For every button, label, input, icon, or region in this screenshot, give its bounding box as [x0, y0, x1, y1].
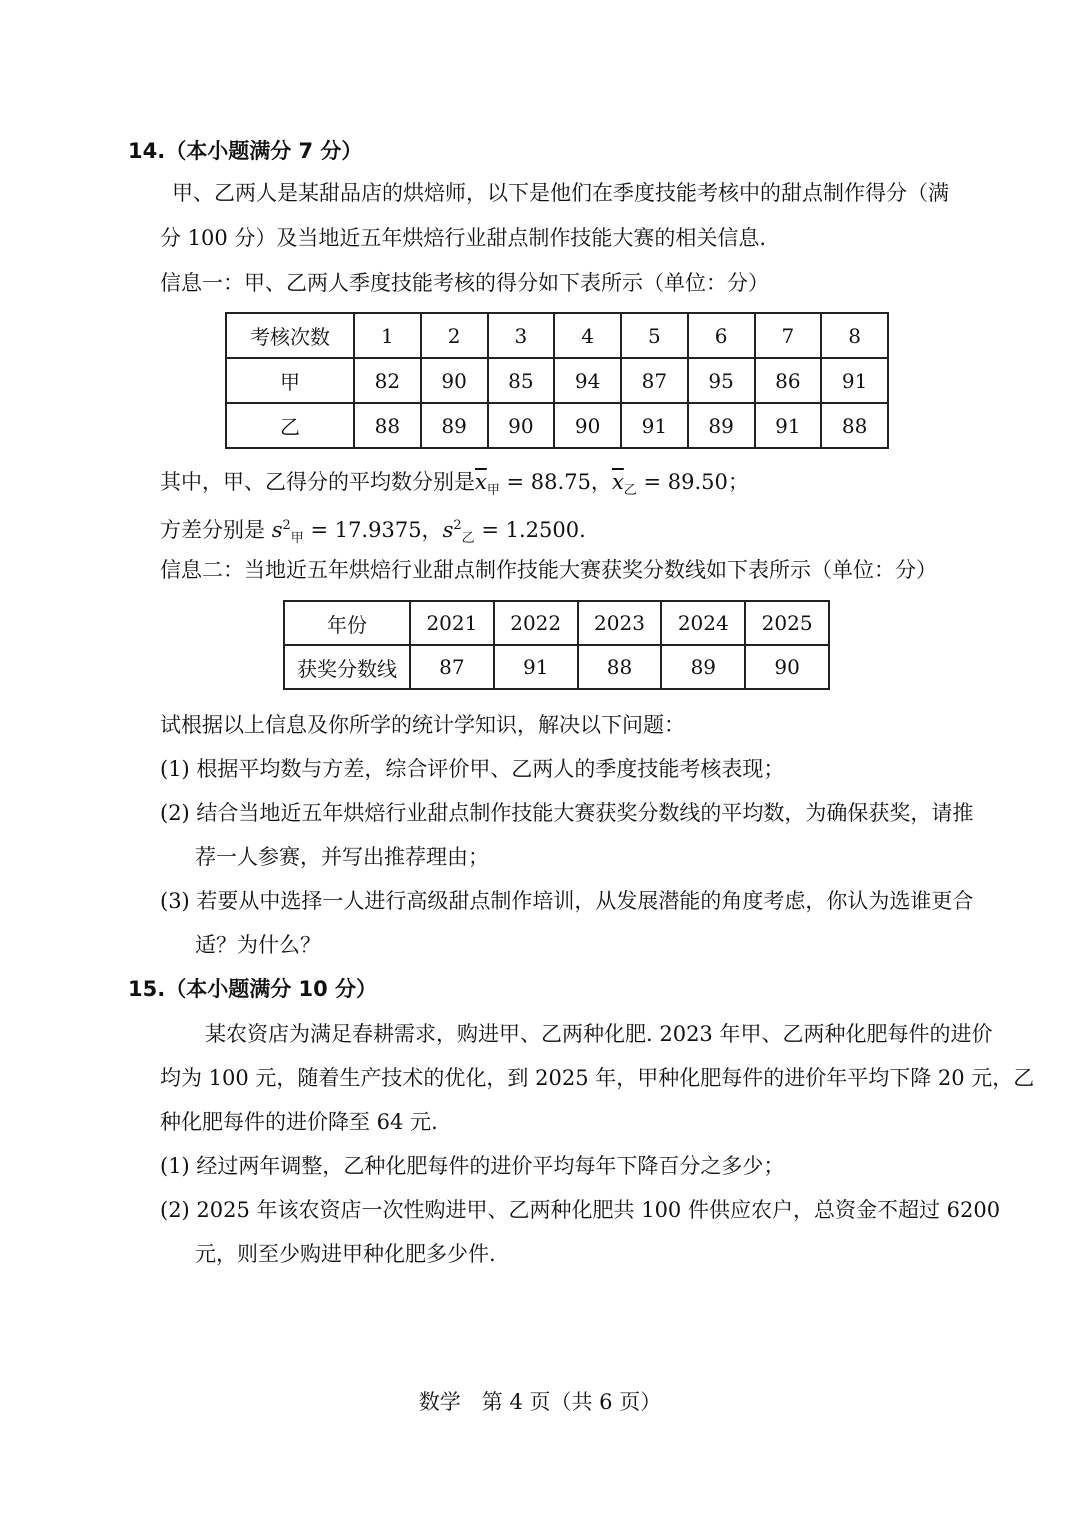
table-cell: 7: [755, 313, 822, 358]
q15-intro-line2: 均为 100 元，随着生产技术的优化，到 2025 年，甲种化肥每件的进价年平均下降 20 元，乙: [160, 1066, 1035, 1090]
table-cell: 91: [755, 403, 822, 448]
variance-statement: [160, 511, 586, 554]
table-cell: 85: [488, 358, 555, 403]
table-cell: 2024: [661, 601, 745, 645]
table-cell: 90: [554, 403, 621, 448]
score-table-header-row: [226, 313, 888, 358]
table-cell: 1: [354, 313, 421, 358]
table-cell: 89: [421, 403, 488, 448]
table-cell: 87: [621, 358, 688, 403]
var-yi-value: = 1.2500.: [474, 518, 586, 542]
q14-part3-line1: (3) 若要从中选择一人进行高级甜点制作培训，从发展潜能的角度考虑，你认为选谁更合: [160, 889, 974, 913]
table-cell: 91: [494, 645, 578, 689]
var-prefix: 方差分别是: [160, 518, 272, 542]
table-cell: 90: [421, 358, 488, 403]
q15-intro-line1: 某农资店为满足春耕需求，购进甲、乙两种化肥. 2023 年甲、乙两种化肥每件的进价: [205, 1022, 993, 1046]
q14-header: 14.（本小题满分 7 分）: [128, 139, 363, 163]
sub-yi: 乙: [461, 531, 475, 547]
mean-prefix: 其中，甲、乙得分的平均数分别是: [160, 470, 475, 494]
sub-jia: 甲: [290, 531, 304, 547]
table-cell: 乙: [226, 403, 354, 448]
table-cell: 2: [421, 313, 488, 358]
table-cell: 91: [621, 403, 688, 448]
table-cell: 考核次数: [226, 313, 354, 358]
table-cell: 88: [578, 645, 662, 689]
q14-part2-line2: 荐一人参赛，并写出推荐理由；: [195, 845, 489, 869]
table-cell: 89: [688, 403, 755, 448]
table-cell: 2025: [745, 601, 829, 645]
q14-part3-line2: 适？为什么？: [195, 933, 321, 957]
q14-info1-title: 信息一：甲、乙两人季度技能考核的得分如下表所示（单位：分）: [160, 271, 769, 295]
table-cell: 4: [554, 313, 621, 358]
var-s-symbol: s: [271, 518, 283, 542]
mean-x-symbol: $\overline{x}$: [611, 470, 624, 494]
q15-header: 15.（本小题满分 10 分）: [128, 977, 378, 1001]
var-sup: 2: [453, 518, 462, 533]
q14-info2-title: 信息二：当地近五年烘焙行业甜点制作技能大赛获奖分数线如下表所示（单位：分）: [160, 558, 937, 582]
table-cell: 6: [688, 313, 755, 358]
table-cell: 82: [354, 358, 421, 403]
score-table: [225, 312, 889, 449]
table-cell: 89: [661, 645, 745, 689]
threshold-table: [283, 600, 830, 690]
sub-yi: 乙: [623, 483, 637, 499]
table-cell: 2023: [578, 601, 662, 645]
q15-part2-line2: 元，则至少购进甲种化肥多少件.: [195, 1242, 496, 1266]
table-cell: 年份: [284, 601, 410, 645]
q14-part1: (1) 根据平均数与方差，综合评价甲、乙两人的季度技能考核表现；: [160, 757, 785, 781]
q14-task: 试根据以上信息及你所学的统计学知识，解决以下问题：: [160, 713, 685, 737]
table-cell: 甲: [226, 358, 354, 403]
table-cell: 91: [821, 358, 888, 403]
table-cell: 5: [621, 313, 688, 358]
mean-yi-value: = 89.50；: [636, 470, 749, 494]
mean-jia-value: = 88.75，: [499, 470, 612, 494]
var-sup: 2: [282, 518, 291, 533]
table-cell: 86: [755, 358, 822, 403]
threshold-table-header-row: [284, 601, 829, 645]
table-cell: 95: [688, 358, 755, 403]
table-cell: 88: [821, 403, 888, 448]
q14-part2-line1: (2) 结合当地近五年烘焙行业甜点制作技能大赛获奖分数线的平均数，为确保获奖，请推: [160, 801, 974, 825]
table-cell: 87: [410, 645, 494, 689]
table-cell: 3: [488, 313, 555, 358]
table-cell: 8: [821, 313, 888, 358]
table-cell: 88: [354, 403, 421, 448]
q15-intro-line3: 种化肥每件的进价降至 64 元.: [160, 1110, 438, 1134]
table-cell: 获奖分数线: [284, 645, 410, 689]
q14-intro-line1: 甲、乙两人是某甜品店的烘焙师，以下是他们在季度技能考核中的甜点制作得分（满: [172, 181, 949, 205]
table-cell: 90: [745, 645, 829, 689]
var-jia-value: = 17.9375，: [303, 518, 443, 542]
sub-jia: 甲: [486, 483, 500, 499]
table-cell: 90: [488, 403, 555, 448]
q15-part1: (1) 经过两年调整，乙种化肥每件的进价平均每年下降百分之多少；: [160, 1154, 785, 1178]
q15-part2-line1: (2) 2025 年该农资店一次性购进甲、乙两种化肥共 100 件供应农户，总资金不超过 6200: [160, 1198, 1001, 1222]
table-cell: 2022: [494, 601, 578, 645]
threshold-table-row: [284, 645, 829, 689]
q14-intro-line2: 分 100 分）及当地近五年烘焙行业甜点制作技能大赛的相关信息.: [160, 226, 767, 250]
var-s-symbol: s: [442, 518, 454, 542]
table-cell: 2021: [410, 601, 494, 645]
page-footer: 数学 第 4 页（共 6 页）: [418, 1390, 662, 1414]
mean-x-symbol: $\overline{x}$: [475, 470, 487, 494]
mean-statement: [160, 467, 749, 506]
score-table-row-yi: [226, 403, 888, 448]
score-table-row-jia: [226, 358, 888, 403]
table-cell: 94: [554, 358, 621, 403]
